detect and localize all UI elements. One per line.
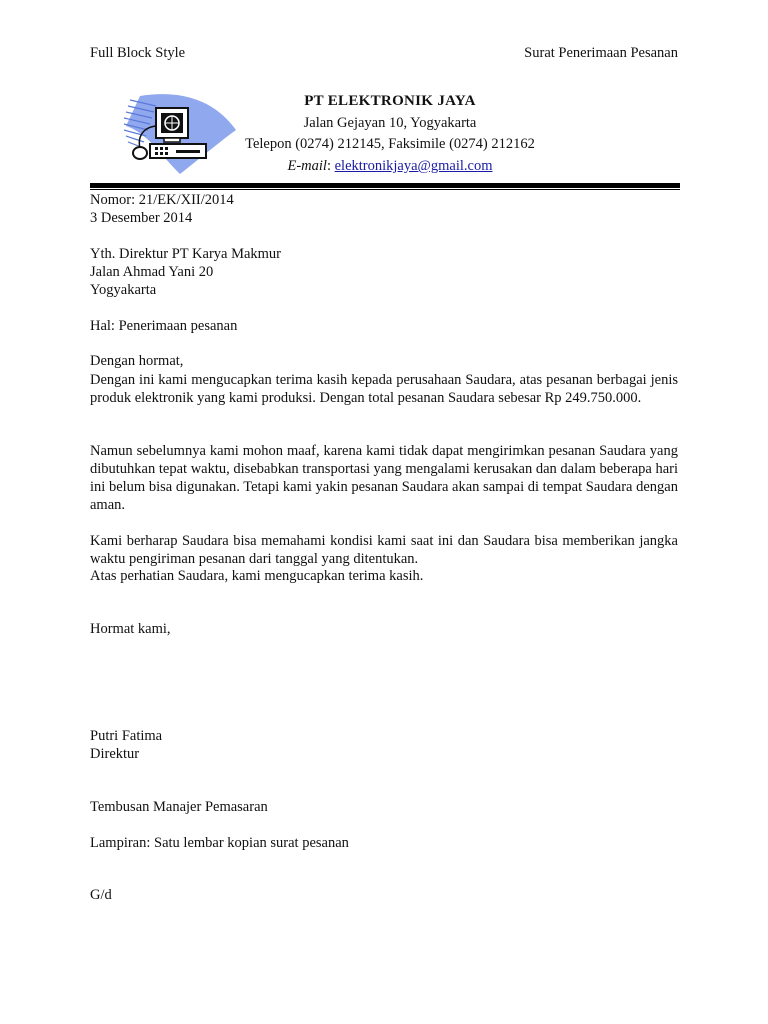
signer-name: Putri Fatima	[90, 728, 163, 744]
page-header-right: Surat Penerimaan Pesanan	[524, 45, 678, 61]
typist-initials: G/d	[90, 887, 112, 903]
letter-date: 3 Desember 2014	[90, 210, 193, 226]
letter-number: Nomor: 21/EK/XII/2014	[90, 192, 234, 208]
letterhead-rule-thick	[90, 183, 680, 188]
carbon-copy: Tembusan Manajer Pemasaran	[90, 799, 268, 815]
recipient-line: Jalan Ahmad Yani 20	[90, 264, 214, 280]
attachment-note: Lampiran: Satu lembar kopian surat pesanan	[90, 835, 349, 851]
body-paragraph: Dengan ini kami mengucapkan terima kasih kepada perusahaan Saudara, atas pesanan berbagai jenis produk elektronik yang kami produksi. Dengan total pesanan Saudara sebesar Rp 249.750.000.	[90, 372, 678, 406]
body-paragraph: Namun sebelumnya kami mohon maaf, karena kami tidak dapat mengirimkan pesanan Saudara yang dibutuhkan tepat waktu, disebabkan transportasi yang mengalami kerusakan dan dalam beberapa hari ini belum bisa digunakan. Tetapi kami yakin pesanan Saudara akan sampai di tempat Saudara dengan aman.	[90, 443, 678, 513]
letter-subject: Hal: Penerimaan pesanan	[90, 318, 238, 334]
email-label: E-mail	[287, 158, 327, 174]
complimentary-close: Hormat kami,	[90, 621, 171, 637]
recipient-line: Yogyakarta	[90, 282, 157, 298]
recipient-line: Yth. Direktur PT Karya Makmur	[90, 246, 282, 262]
company-name: PT ELEKTRONIK JAYA	[304, 93, 476, 109]
body-paragraph: Kami berharap Saudara bisa memahami kondisi kami saat ini dan Saudara bisa memberikan jangka waktu pengiriman pesanan dari tanggal yang ditentukan.	[90, 533, 678, 567]
company-email-line	[200, 158, 580, 175]
email-link[interactable]: elektronikjaya@gmail.com	[334, 158, 493, 174]
company-phone-fax: Telepon (0274) 212145, Faksimile (0274) 212162	[245, 136, 535, 152]
closing-line: Atas perhatian Saudara, kami mengucapkan terima kasih.	[90, 568, 424, 584]
page-header-left: Full Block Style	[90, 45, 186, 61]
salutation: Dengan hormat,	[90, 353, 184, 369]
email-separator: :	[326, 158, 335, 174]
company-address: Jalan Gejayan 10, Yogyakarta	[303, 115, 477, 131]
signer-title: Direktur	[90, 746, 140, 762]
letterhead-rule-thin	[90, 189, 680, 190]
